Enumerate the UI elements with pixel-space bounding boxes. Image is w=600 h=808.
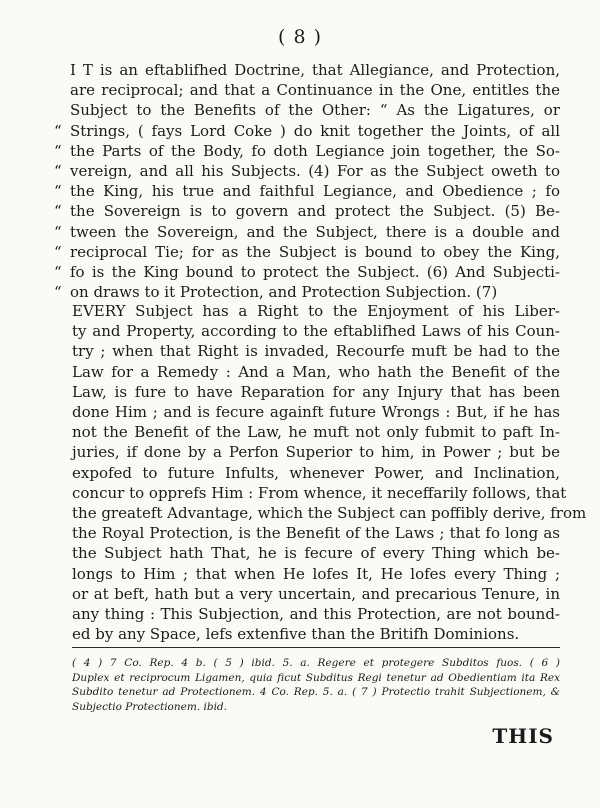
paragraph1-line	[72, 60, 560, 80]
line-text: tween the Sovereign, and the Subject, there is a double and	[70, 222, 560, 241]
line-text: the Sovereign is to govern and protect the Subject. (5) Be-	[70, 202, 560, 221]
paragraph1-line	[54, 141, 560, 161]
paragraph2-line: EVERY Subject has a Right to the Enjoyment of his Liber-	[72, 302, 560, 320]
paragraph1-line	[72, 80, 560, 100]
page-number: ( 8 )	[278, 26, 322, 48]
paragraph2-line: ty and Property, according to the eftablifhed Laws of his Coun-	[72, 322, 560, 341]
paragraph2-line: Law for a Remedy : And a Man, who hath the Benefit of the	[72, 362, 560, 381]
quote-mark: “	[54, 202, 62, 221]
quote-mark: “	[54, 162, 62, 181]
paragraph2-line: the Subject hath That, he is fecure of every Thing which be-	[72, 544, 560, 563]
footnote-line: Duplex et reciprocum Ligamen, quia ficut Subditus Regi tenetur ad Obedientiam ita Rex	[72, 671, 560, 684]
paragraph2-line: any thing : This Subjection, and this Protection, are not bound-	[72, 605, 560, 624]
footnote-line: Subdito tenetur ad Protectionem. 4 Co. Rep. 5. a. ( 7 ) Protectio trahit Subjectionem, &	[72, 686, 560, 698]
paragraph1-line	[54, 242, 560, 262]
line-text: fo is the King bound to protect the Subject. (6) And Subjecti-	[70, 263, 560, 282]
paragraph2-line: the Royal Protection, is the Benefit of the Laws ; that fo long as	[72, 524, 560, 543]
paragraph2-line: try ; when that Right is invaded, Recourfe muft be had to the	[72, 342, 560, 361]
paragraph1-line	[54, 282, 560, 302]
paragraph1-line	[72, 100, 560, 120]
line-text: reciprocal Tie; for as the Subject is bound to obey the King,	[70, 242, 560, 261]
paragraph2-line: not the Benefit of the Law, he muft not only fubmit to paft In-	[72, 423, 560, 442]
quote-mark: “	[54, 242, 62, 261]
paragraph2-line: done Him ; and is fecure againft future Wrongs : But, if he has	[72, 403, 560, 422]
line-text: are reciprocal; and that a Continuance in the One, entitles the	[70, 81, 560, 100]
line-text: vereign, and all his Subjects. (4) For as the Subject oweth to	[70, 162, 560, 181]
paragraph-liberty	[72, 301, 587, 644]
catchword: THIS	[492, 724, 554, 748]
quote-mark: “	[54, 222, 62, 241]
footnotes	[72, 656, 560, 714]
quote-mark: “	[54, 121, 62, 140]
quote-mark: “	[54, 141, 62, 160]
paragraph2-line: or at beft, hath but a very uncertain, and precarious Tenure, in	[72, 584, 560, 603]
paragraph2-line: expofed to future Infults, whenever Power, and Inclination,	[72, 463, 560, 482]
paragraph1-line	[54, 222, 560, 242]
paragraph2-line: Law, is fure to have Reparation for any Injury that has been	[72, 382, 560, 401]
quote-mark: “	[54, 182, 62, 201]
footnote-rule	[72, 647, 560, 648]
paragraph1-line	[54, 121, 560, 141]
line-text: Subject to the Benefits of the Other: “ As the Ligatures, or	[70, 101, 560, 120]
line-text: the King, his true and faithful Legiance, and Obedience ; fo	[70, 182, 560, 201]
paragraph1-line	[54, 161, 560, 181]
line-text: Strings, ( fays Lord Coke ) do knit together the Joints, of all	[70, 121, 560, 140]
line-text: the Parts of the Body, fo doth Legiance join together, the So-	[70, 141, 560, 160]
footnote-line: Subjectio Protectionem. ibid.	[72, 700, 227, 713]
quote-mark: “	[54, 283, 62, 302]
paragraph2-line: concur to opprefs Him : From whence, it neceffarily follows, that	[72, 483, 567, 502]
line-text: I T is an eftablifhed Doctrine, that Allegiance, and Protection,	[70, 61, 560, 79]
line-text: on draws to it Protection, and Protection Subjection. (7)	[70, 283, 498, 302]
paragraph-allegiance	[54, 60, 560, 302]
footnote-line: ( 4 ) 7 Co. Rep. 4 b. ( 5 ) ibid. 5. a. Regere et protegere Subditos fuos. ( 6 )	[72, 657, 560, 669]
paragraph1-line	[54, 262, 560, 282]
paragraph2-line: ed by any Space, lefs extenfive than the Britifh Dominions.	[72, 625, 520, 644]
paragraph1-line	[54, 181, 560, 201]
quote-mark: “	[54, 263, 62, 282]
paragraph2-line: juries, if done by a Perfon Superior to him, in Power ; but be	[72, 443, 560, 462]
paragraph1-line	[54, 201, 560, 221]
paragraph2-line: longs to Him ; that when He lofes It, He lofes every Thing ;	[72, 564, 560, 583]
paragraph2-line: the greateft Advantage, which the Subject can poffibly derive, from	[72, 504, 587, 523]
